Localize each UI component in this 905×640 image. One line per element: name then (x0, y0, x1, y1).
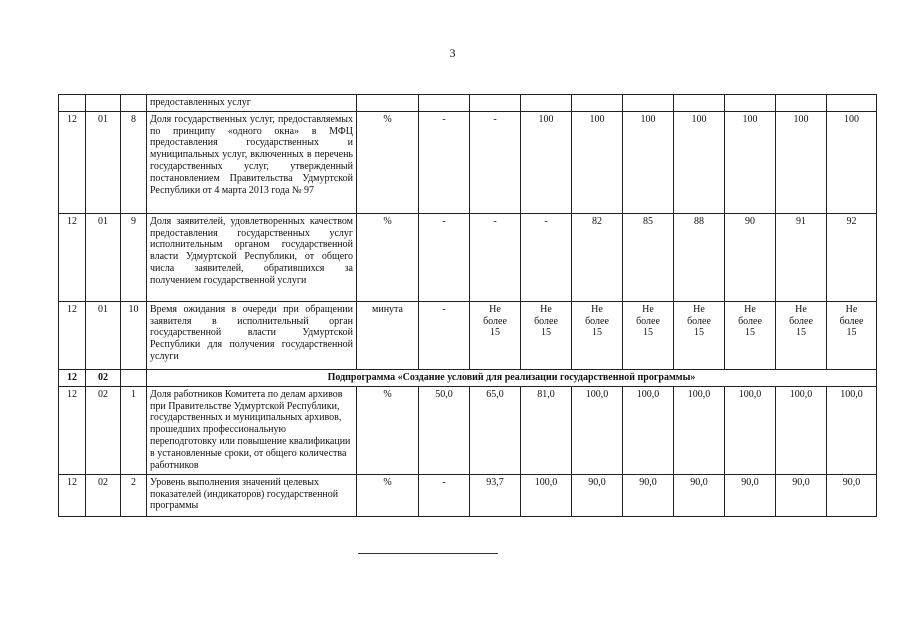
cell-unit: минута (357, 301, 419, 369)
cell-value: - (419, 301, 470, 369)
cell-code-gp: 12 (59, 213, 86, 301)
cell-code-sp: 02 (86, 386, 121, 474)
cell-indicator-name: Время ожидания в очереди при обращении заявителя в исполнительный орган государственной власти Удмуртской Республики для получения государственной услуги (147, 301, 357, 369)
cell-value: 90,0 (776, 474, 827, 516)
cell-code-gp: 12 (59, 474, 86, 516)
cell-code-num (121, 95, 147, 112)
cell-value: 65,0 (470, 386, 521, 474)
cell-value: 100,0 (827, 386, 877, 474)
cell-code-sp (86, 95, 121, 112)
cell-value: 90 (725, 213, 776, 301)
cell-value: 82 (572, 213, 623, 301)
cell-value (725, 95, 776, 112)
indicators-table (58, 94, 877, 517)
table-row (59, 95, 877, 112)
cell-value: 100 (674, 111, 725, 213)
cell-value-stacked: Не более 15 (827, 301, 877, 369)
footer-divider (358, 553, 498, 554)
cell-indicator-name: Уровень выполнения значений целевых показателей (индикаторов) государственной программы (147, 474, 357, 516)
cell-value: - (521, 213, 572, 301)
cell-code-sp: 01 (86, 213, 121, 301)
cell-value-stacked: Не более 15 (572, 301, 623, 369)
cell-unit: % (357, 386, 419, 474)
table-row (59, 474, 877, 516)
cell-value: 90,0 (674, 474, 725, 516)
cell-value: - (419, 111, 470, 213)
table-row (59, 213, 877, 301)
cell-value (776, 95, 827, 112)
cell-value: 93,7 (470, 474, 521, 516)
cell-value: - (419, 474, 470, 516)
cell-value: 100,0 (776, 386, 827, 474)
cell-value: 81,0 (521, 386, 572, 474)
cell-value-stacked: Не более 15 (725, 301, 776, 369)
cell-unit: % (357, 213, 419, 301)
cell-value: 90,0 (725, 474, 776, 516)
cell-value: - (419, 213, 470, 301)
cell-value-stacked: Не более 15 (521, 301, 572, 369)
cell-value: 100,0 (521, 474, 572, 516)
cell-code-gp: 12 (59, 301, 86, 369)
cell-code-num: 1 (121, 386, 147, 474)
cell-value: 50,0 (419, 386, 470, 474)
cell-code-sp: 02 (86, 474, 121, 516)
cell-code-gp (59, 95, 86, 112)
cell-value: 91 (776, 213, 827, 301)
table-row (59, 386, 877, 474)
cell-code-num: 9 (121, 213, 147, 301)
cell-value (827, 95, 877, 112)
cell-value (419, 95, 470, 112)
cell-code-num: 8 (121, 111, 147, 213)
cell-value: 85 (623, 213, 674, 301)
cell-value: 90,0 (623, 474, 674, 516)
cell-empty (121, 369, 147, 386)
cell-value: 92 (827, 213, 877, 301)
cell-value (674, 95, 725, 112)
table-row (59, 301, 877, 369)
cell-code-num: 2 (121, 474, 147, 516)
cell-value-stacked: Не более 15 (674, 301, 725, 369)
cell-value: - (470, 213, 521, 301)
cell-code-gp: 12 (59, 369, 86, 386)
cell-value: 100 (572, 111, 623, 213)
cell-indicator-name: Доля работников Комитета по делам архивов при Правительстве Удмуртской Республики, государственных и муниципальных архивов, прошедших профессиональную переподготовку или повышение квалификации в установленные сроки, от общего количества работников (147, 386, 357, 474)
cell-value: 100 (776, 111, 827, 213)
cell-value: 100 (623, 111, 674, 213)
cell-code-sp: 02 (86, 369, 121, 386)
cell-value: 88 (674, 213, 725, 301)
cell-value: 90,0 (827, 474, 877, 516)
cell-indicator-name: Доля заявителей, удовлетворенных качеством предоставления государственных услуг исполнительным органом государственной власти Удмуртской Республики, от общего числа заявителей, обратившихся за получением государственной услуги (147, 213, 357, 301)
cell-value: 100 (521, 111, 572, 213)
subprogram-title: Подпрограмма «Создание условий для реализации государственной программы» (147, 369, 877, 386)
cell-value-stacked: Не более 15 (623, 301, 674, 369)
cell-value (521, 95, 572, 112)
cell-indicator-name: Доля государственных услуг, предоставляемых по принципу «одного окна» в МФЦ предоставления государственных и муниципальных услуг, включенных в перечень государственных услуг, утвержденный постановлением Правительства Удмуртской Республики от 4 марта 2013 года № 97 (147, 111, 357, 213)
cell-value-stacked: Не более 15 (470, 301, 521, 369)
cell-value: 90,0 (572, 474, 623, 516)
cell-value: 100,0 (725, 386, 776, 474)
cell-unit: % (357, 474, 419, 516)
cell-value: 100,0 (623, 386, 674, 474)
cell-value: 100 (827, 111, 877, 213)
cell-value (572, 95, 623, 112)
cell-value (470, 95, 521, 112)
cell-value: 100,0 (674, 386, 725, 474)
table-row (59, 111, 877, 213)
cell-unit: % (357, 111, 419, 213)
cell-code-gp: 12 (59, 111, 86, 213)
cell-value: 100 (725, 111, 776, 213)
cell-value (623, 95, 674, 112)
cell-value: - (470, 111, 521, 213)
cell-value: 100,0 (572, 386, 623, 474)
cell-code-sp: 01 (86, 111, 121, 213)
cell-indicator-name: предоставленных услуг (147, 95, 357, 112)
cell-code-num: 10 (121, 301, 147, 369)
cell-code-gp: 12 (59, 386, 86, 474)
cell-code-sp: 01 (86, 301, 121, 369)
page-number: 3 (449, 46, 456, 60)
cell-unit (357, 95, 419, 112)
subprogram-row (59, 369, 877, 386)
cell-value-stacked: Не более 15 (776, 301, 827, 369)
